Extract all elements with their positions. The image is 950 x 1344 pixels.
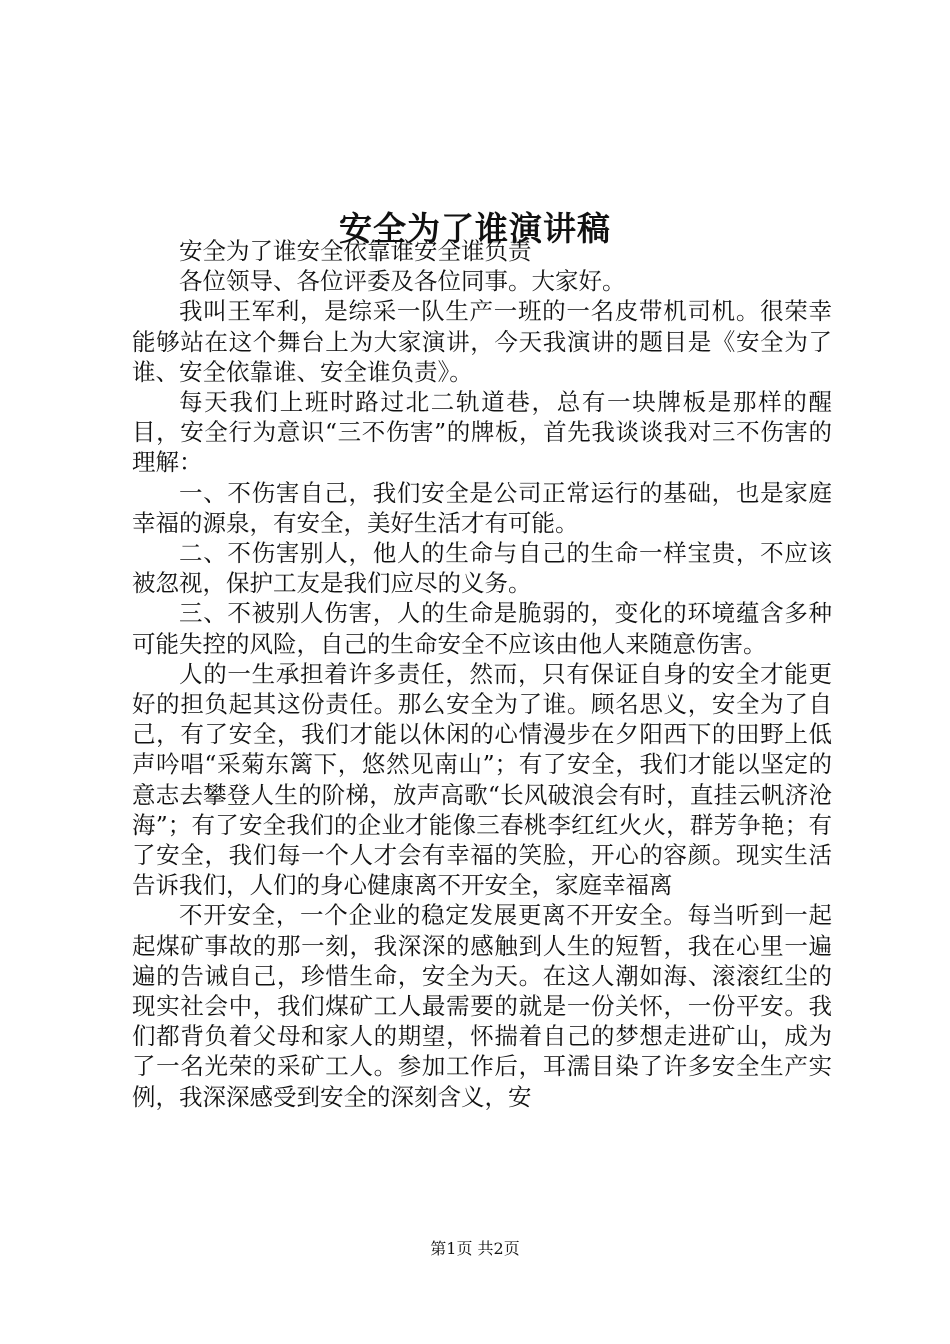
paragraph-sign-board: 每天我们上班时路过北二轨道巷，总有一块牌板是那样的醒目，安全行为意识“三不伤害”的牌板，首先我谈谈我对三不伤害的理解： [132, 388, 832, 477]
paragraph-subtitle: 安全为了谁安全依靠谁安全谁负责 [179, 237, 532, 265]
page-footer: 第1页 共2页 [430, 1239, 520, 1258]
paragraph-point-one: 一、不伤害自己，我们安全是公司正常运行的基础，也是家庭幸福的源泉，有安全，美好生活才有可能。 [132, 478, 832, 537]
document-body [132, 236, 832, 1112]
paragraph-introduction: 我叫王军利，是综采一队生产一班的一名皮带机司机。很荣幸能够站在这个舞台上为大家演讲，今天我演讲的题目是《安全为了谁、安全依靠谁、安全谁负责》。 [132, 297, 832, 386]
paragraph-greeting: 各位领导、各位评委及各位同事。大家好。 [179, 267, 626, 296]
paragraph-responsibility: 人的一生承担着许多责任，然而，只有保证自身的安全才能更好的担负起其这份责任。那么安全为了谁。顾名思义，安全为了自己，有了安全，我们才能以休闲的心情漫步在夕阳西下的田野上低声吟唱“采菊东篱下，悠然见南山”；有了安全，我们才能以坚定的意志去攀登人生的阶梯，放声高歌“长风破浪会有时，直挂云帆济沧海”；有了安全我们的企业才能像三春桃李红红火火，群芳争艳；有了安全，我们每一个人才会有幸福的笑脸，开心的容颜。现实生活告诉我们，人们的身心健康离不开安全，家庭幸福离 [132, 659, 832, 900]
document-title: 安全为了谁演讲稿 [339, 209, 611, 249]
paragraph-coal-mine: 不开安全，一个企业的稳定发展更离不开安全。每当听到一起起煤矿事故的那一刻，我深深的感触到人生的短暂，我在心里一遍遍的告诫自己，珍惜生命，安全为天。在这人潮如海、滚滚红尘的现实社会中，我们煤矿工人最需要的就是一份关怀，一份平安。我们都背负着父母和家人的期望，怀揣着自己的梦想走进矿山，成为了一名光荣的采矿工人。参加工作后，耳濡目染了许多安全生产实例，我深深感受到安全的深刻含义，安 [132, 901, 832, 1111]
paragraph-point-three: 三、不被别人伤害，人的生命是脆弱的，变化的环境蕴含多种可能失控的风险，自己的生命安全不应该由他人来随意伤害。 [132, 599, 832, 658]
paragraph-point-two: 二、不伤害别人，他人的生命与自己的生命一样宝贵，不应该被忽视，保护工友是我们应尽的义务。 [132, 539, 832, 598]
